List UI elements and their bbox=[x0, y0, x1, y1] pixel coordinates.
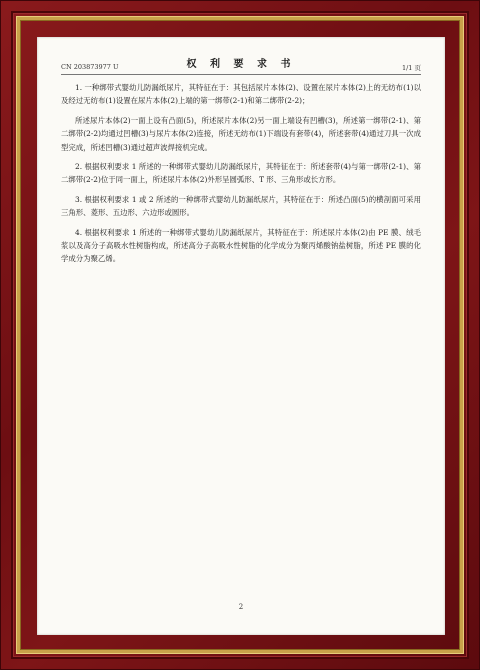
document-page bbox=[37, 37, 445, 635]
claim-4: 4. 根据权利要求 1 所述的一种绑带式婴幼儿防漏纸尿片，其特征在于：所述尿片本体(2)由 PE 膜、绒毛浆以及高分子高吸水性树脂构成，所述高分子高吸水性树脂的化学成分为聚丙烯酸钠盐树脂，所述 PE 膜的化学成分为聚乙烯。 bbox=[61, 227, 421, 264]
claim-1: 1. 一种绑带式婴幼儿防漏纸尿片，其特征在于：其包括尿片本体(2)、设置在尿片本体(2)上的无纺布(1)以及经过无纺布(1)设置在尿片本体(2)上端的第一绑带(2-1)和第二绑带(2-2)； bbox=[61, 83, 421, 106]
claims-body bbox=[61, 81, 421, 272]
claim-3: 3. 根据权利要求 1 或 2 所述的一种绑带式婴幼儿防漏纸尿片，其特征在于：所述凸面(5)的横剖面可采用三角形、菱形、五边形、六边形或圆形。 bbox=[61, 194, 421, 218]
publication-number: CN 203873977 U bbox=[61, 63, 119, 71]
page-fraction: 1/1 页 bbox=[401, 64, 421, 72]
page-header bbox=[61, 55, 421, 75]
document-title: 权 利 要 求 书 bbox=[186, 59, 296, 70]
claim-1-detail: 所述尿片本体(2)一面上设有凸面(5)，所述尿片本体(2)另一面上端设有凹槽(3)，所述第一绑带(2-1)、第二绑带(2-2)均通过凹槽(3)与尿片本体(2)连接，所述无纺布(1)下端设有套带(4)，所述套带(4)通过刀具一次成型完成，所述凹槽(3)通过超声波焊接机完成。 bbox=[61, 115, 421, 152]
claim-2: 2. 根据权利要求 1 所述的一种绑带式婴幼儿防漏纸尿片，其特征在于：所述套带(4)与第一绑带(2-1)、第二绑带(2-2)位于同一面上，所述尿片本体(2)外形呈圆弧形、T 形、三角形或长方形。 bbox=[61, 162, 421, 185]
page-number: 2 bbox=[238, 603, 244, 611]
header-rule bbox=[61, 74, 421, 75]
